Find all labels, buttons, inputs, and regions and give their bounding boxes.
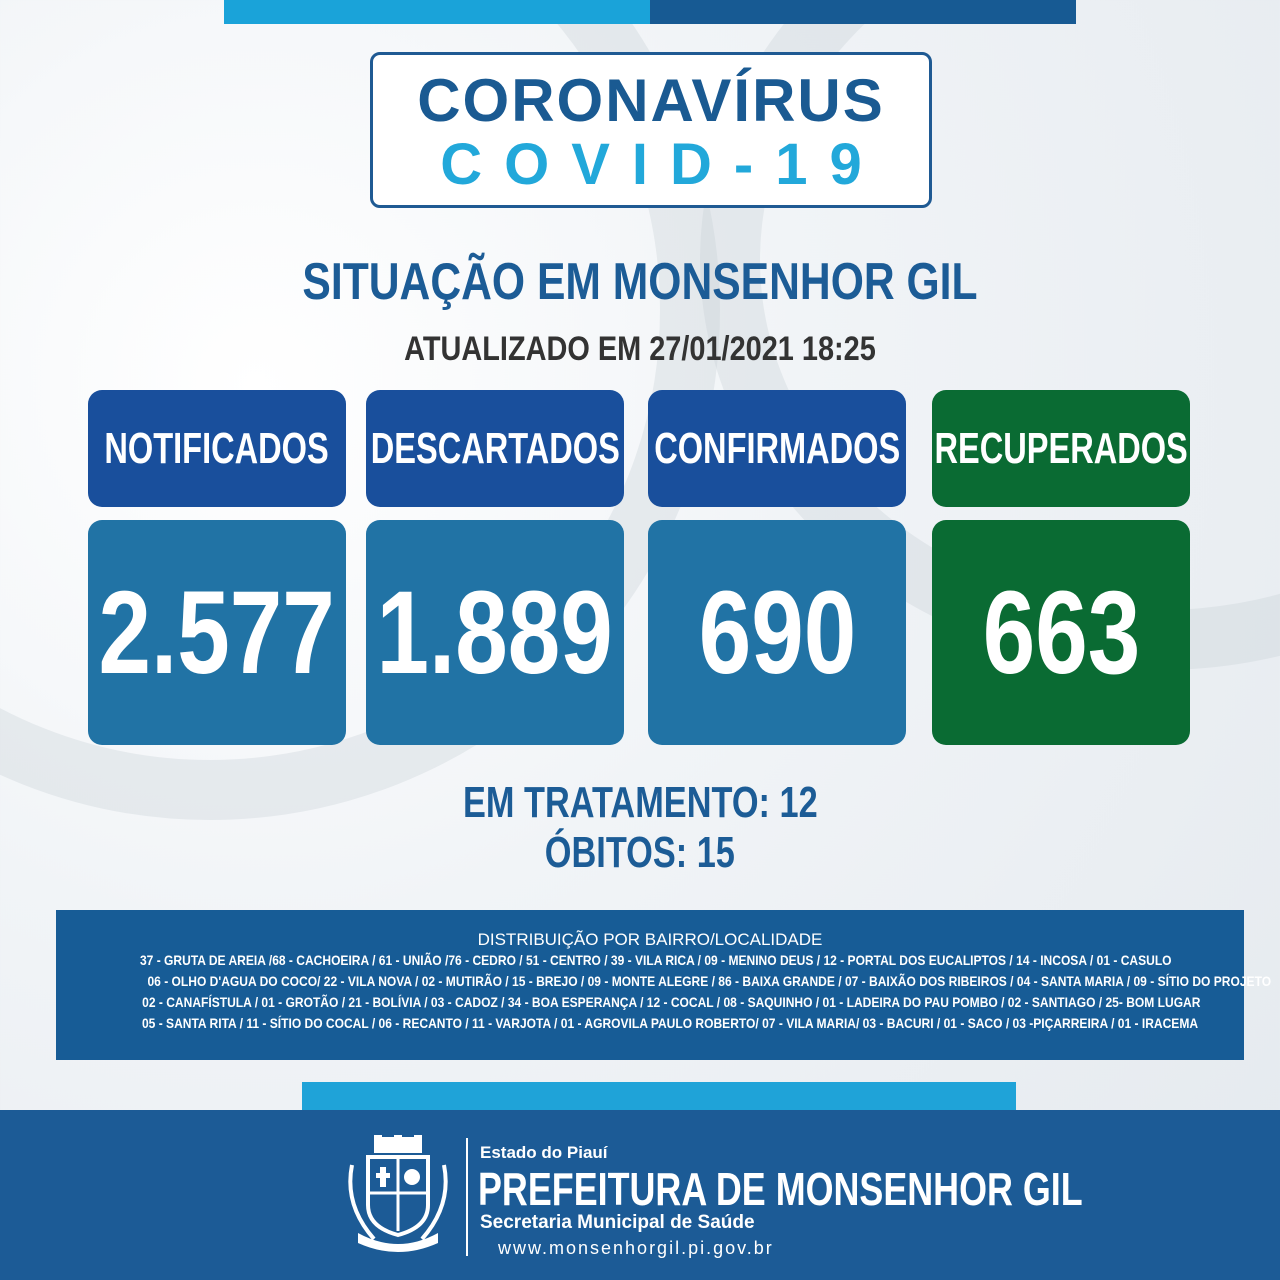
footer-divider — [466, 1138, 468, 1256]
logo-line2: COVID-19 — [440, 132, 884, 197]
obitos: ÓBITOS: 15 — [544, 828, 736, 877]
distribution-box — [56, 910, 1272, 1060]
distribution-line: 02 - CANAFÍSTULA / 01 - GROTÃO / 21 - BOLÍVIA / 03 - CADOZ / 34 - BOA ESPERANÇA / 12 - COCAL / 08 - SAQUINHO / 01 - LADEIRA DO PAU POMBO / 02 - SANTIAGO / 25- BOM LUGAR — [142, 994, 1201, 1010]
distribution-title: DISTRIBUIÇÃO POR BAIRRO/LOCALIDADE — [477, 930, 823, 949]
covid-logo — [370, 52, 932, 208]
mid-accent-bar — [302, 1082, 1016, 1110]
card-descartados-label: DESCARTADOS — [366, 390, 624, 507]
distribution-line: 37 - GRUTA DE AREIA /68 - CACHOEIRA / 61 - UNIÃO /76 - CEDRO / 51 - CENTRO / 39 - VILA RICA / 09 - MENINO DEUS / 12 - PORTAL DOS EUCALIPTOS / 14 - INCOSA / 01 - CASULO — [139, 952, 1172, 968]
footer-url[interactable]: www.monsenhorgil.pi.gov.br — [498, 1238, 774, 1258]
card-recuperados-value: 663 — [932, 520, 1190, 745]
footer-estado: Estado do Piauí — [480, 1143, 608, 1162]
distribution-line: 06 - OLHO D'AGUA DO COCO/ 22 - VILA NOVA / 02 - MUTIRÃO / 15 - BREJO / 09 - MONTE ALEGRE / 86 - BAIXA GRANDE / 07 - BAIXÃO DOS RIBEIROS / 04 - SANTA MARIA / 09 - SÍTIO DO PROJETO — [147, 973, 1272, 989]
em-tratamento: EM TRATAMENTO: 12 — [462, 778, 818, 827]
card-notificados-value: 2.577 — [88, 520, 346, 745]
top-color-bar — [224, 0, 1076, 24]
page-title: SITUAÇÃO EM MONSENHOR GIL — [302, 253, 978, 311]
card-recuperados-label: RECUPERADOS — [932, 390, 1190, 507]
distribution-line: 05 - SANTA RITA / 11 - SÍTIO DO COCAL / 06 - RECANTO / 11 - VARJOTA / 01 - AGROVILA PAULO ROBERTO/ 07 - VILA MARIA/ 03 - BACURI / 01 - SACO / 03 -PIÇARREIRA / 01 - IRACEMA — [141, 1015, 1199, 1031]
footer-prefeitura: PREFEITURA DE MONSENHOR GIL — [478, 1163, 1083, 1215]
municipal-crest-icon — [344, 1135, 452, 1253]
card-notificados-label: NOTIFICADOS — [88, 390, 346, 507]
card-descartados-value: 1.889 — [366, 520, 624, 745]
card-confirmados-label: CONFIRMADOS — [648, 390, 906, 507]
updated-timestamp: ATUALIZADO EM 27/01/2021 18:25 — [404, 330, 876, 368]
logo-line1: CORONAVÍRUS — [417, 67, 885, 134]
footer-secretaria: Secretaria Municipal de Saúde — [480, 1212, 755, 1233]
card-confirmados-value: 690 — [648, 520, 906, 745]
